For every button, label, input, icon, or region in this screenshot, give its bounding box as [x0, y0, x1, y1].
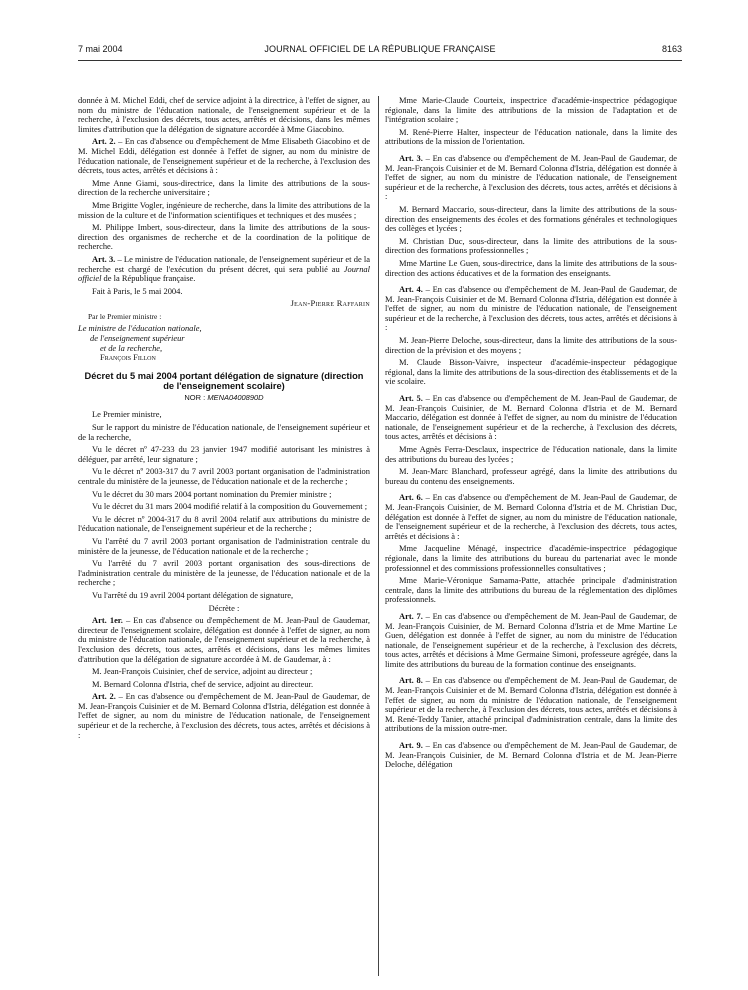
article-label: Art. 3.	[92, 253, 116, 264]
nor-label: NOR :	[184, 392, 208, 402]
article-text: – En cas d'absence ou d'empêchement de M. Jean-Paul de Gaudemar, de M. Jean-François Cuisinier, de M. Bernard Colonna d'Istria et de Mme Martine Le Guen, délégation est donnée à l'effet de signer, au nom du ministre de l'éducation nationale, de l'enseignement supérieur et de la recherche, à l'exclusion des décrets, tous actes, arrêtés et décisions à Mme Germaine Simoni, professeure agrégée, dans la limite des attributions du bureau de la formation continue des enseignants.	[385, 610, 677, 669]
paragraph: Vu l'arrêté du 19 avril 2004 portant délégation de signature,	[92, 589, 294, 600]
paragraph: Vu le décret du 31 mars 2004 modifié relatif à la composition du Gouvernement ;	[92, 501, 368, 512]
journal-officiel-italic: Journal officiel	[78, 263, 370, 284]
minister-line-2: de l'enseignement supérieur	[90, 333, 185, 344]
paragraph: M. Claude Bisson-Vaivre, inspecteur d'académie-inspecteur pédagogique régional, dans la limite des attributions de la sous-direction des établissements et de la vie scolaire.	[385, 357, 677, 387]
article-9	[385, 741, 677, 770]
paragraph: Mme Agnès Ferra-Desclaux, inspectrice de l'éducation nationale, dans la limite des attributions du bureau des lycées ;	[385, 444, 677, 464]
decree-title: Décret du 5 mai 2004 portant délégation de signature (direction de l'enseignement scolaire)	[84, 370, 364, 392]
paragraph: Vu le décret du 30 mars 2004 portant nomination du Premier ministre ;	[92, 488, 332, 499]
article-label: Art. 2.	[92, 691, 116, 702]
article-8	[385, 676, 677, 734]
article-text: – En cas d'absence ou d'empêchement de M. Jean-Paul de Gaudemar, directeur de l'enseignement scolaire, délégation est donnée à l'effet de signer, au nom du ministre de l'éducation nationale, de l'enseignement supérieur et de la recherche, à l'exclusion des décrets, tous actes, arrêtés et décisions, dans les mêmes limites d'attribution que la délégation de signature accordée à M. de Gaudemar, à :	[78, 615, 370, 664]
paragraph: Le Premier ministre,	[92, 409, 162, 420]
par-line: Par le Premier ministre :	[88, 311, 162, 321]
paragraph: Vu le décret nº 47-233 du 23 janvier 1947 modifié autorisant les ministres à déléguer, par arrêté, leur signature ;	[78, 444, 370, 464]
article-6	[385, 493, 677, 541]
article-4	[385, 285, 677, 333]
article-text: – En cas d'absence ou d'empêchement de M. Jean-Paul de Gaudemar, de M. Jean-François Cuisinier et de M. Bernard Colonna d'Istria, délégation est donnée à l'effet de signer, au nom du ministre de l'éducation nationale, de l'enseignement supérieur et de la recherche, à l'exclusion des décrets, tous actes, arrêtés et décisions à :	[78, 691, 370, 740]
paragraph: Mme Martine Le Guen, sous-directrice, dans la limite des attributions de la sous-direction des actions éducatives et de la formation des enseignants.	[385, 257, 677, 278]
article-text: – En cas d'absence ou d'empêchement de Mme Elisabeth Giacobino et de M. Michel Eddi, délégation est donnée à l'effet de signer, au nom du ministre de l'éducation nationale, de l'enseignement supérieur et de la recherche, à l'exclusion des décrets, tous actes, arrêtés et décisions à :	[78, 136, 370, 176]
article-5	[385, 394, 677, 442]
paragraph: M. Jean-Marc Blanchard, professeur agrégé, dans la limite des attributions du bureau du contenu des enseignements.	[385, 466, 677, 486]
article-label: Art. 2.	[92, 136, 116, 147]
article-2	[78, 137, 370, 175]
paragraph: M. Jean-Pierre Deloche, sous-directeur, dans la limite des attributions de la sous-direction de la prévision et des moyens ;	[385, 335, 677, 355]
minister-line-3: et de la recherche,	[100, 342, 163, 353]
paragraph: M. René-Pierre Halter, inspecteur de l'éducation nationale, dans la limite des attributions de la mission de l'orientation.	[385, 126, 677, 147]
article-text: – En cas d'absence ou d'empêchement de M. Jean-Paul de Gaudemar, de M. Jean-François Cuisinier et de M. Bernard Colonna d'Istria, délégation est donnée à l'effet de signer, au nom du ministre de l'éducation nationale, de l'enseignement supérieur et de la recherche, à l'exclusion des décrets, tous actes, arrêtés et décisions à :	[385, 284, 677, 333]
paragraph: donnée à M. Michel Eddi, chef de service adjoint à la directrice, à l'effet de signer, au nom du ministre de l'éducation nationale, de l'enseignement supérieur et de la recherche, à l'exclusion des décrets, tous actes, arrêtés et décisions, dans les mêmes limites d'attribution que la délégation de signature accordée à Mme Giacobino.	[78, 95, 370, 134]
article-7	[385, 612, 677, 670]
left-column	[78, 96, 370, 743]
nor-reference	[78, 393, 370, 403]
article-label: Art. 1er.	[92, 615, 123, 626]
article-2b	[78, 692, 370, 740]
decrete-line: Décrète :	[208, 602, 240, 613]
paragraph: Mme Anne Giami, sous-directrice, dans la limite des attributions de la sous-direction de la recherche universitaire ;	[78, 177, 370, 198]
article-text: – En cas d'absence ou d'empêchement de M. Jean-Paul de Gaudemar, de M. Jean-François Cuisinier, de M. Bernard Colonna d'Istria et de M. Christian Duc, délégation est donnée à l'effet de signer, au nom du ministre de l'éducation nationale, de l'enseignement supérieur et de la recherche, à l'exclusion des décrets, tous actes, arrêtés et décisions à :	[385, 492, 677, 541]
article-3	[78, 255, 370, 284]
article-text: – En cas d'absence ou d'empêchement de M. Jean-Paul de Gaudemar, de M. Jean-François Cuisinier et de M. Bernard Colonna d'Istria, délégation est donnée à l'effet de signer, au nom du ministre de l'éducation nationale, de l'enseignement supérieur et de la recherche, à l'exclusion des décrets, tous actes, arrêtés et décisions à M. René-Teddy Tanier, attaché principal d'administration centrale, dans la limite des attributions de la mission outre-mer.	[385, 675, 677, 734]
article-text: – En cas d'absence ou d'empêchement de M. Jean-Paul de Gaudemar, de M. Jean-François Cuisinier, de M. Bernard Colonna d'Istria et de M. Jean-Pierre Deloche, délégation	[385, 740, 677, 770]
paragraph: Vu le décret nº 2003-317 du 7 avril 2003 portant organisation de l'administration centrale du ministère de la jeunesse, de l'éducation nationale et de la recherche ;	[78, 466, 370, 486]
paragraph: Mme Jacqueline Ménagé, inspectrice d'académie-inspectrice pédagogique régionale, dans la limite des attributions du bureau du partenariat avec le monde professionnel et des commissions professionnelles consultatives ;	[385, 543, 677, 573]
article-text: de la République française.	[101, 273, 196, 284]
article-label: Art. 7.	[399, 610, 423, 621]
fait-line: Fait à Paris, le 5 mai 2004.	[92, 285, 183, 296]
paragraph: M. Jean-François Cuisinier, chef de service, adjoint au directeur ;	[92, 666, 313, 677]
article-text: – En cas d'absence ou d'empêchement de M. Jean-Paul de Gaudemar, de M. Jean-François Cuisinier, de M. Bernard Colonna d'Istria et de M. Bernard Maccario, délégation est donnée à l'effet de signer, au nom du ministre de l'éducation nationale, de l'enseignement supérieur et de la recherche, à l'exclusion des décrets, tous actes, arrêtés et décisions à :	[385, 393, 677, 442]
article-label: Art. 5.	[399, 393, 423, 404]
article-label: Art. 9.	[399, 740, 423, 751]
header-rule	[78, 60, 682, 61]
paragraph: M. Bernard Colonna d'Istria, chef de service, adjoint au directeur.	[92, 678, 314, 689]
article-label: Art. 8.	[399, 675, 423, 686]
header-date: 7 mai 2004	[78, 44, 123, 54]
article-1	[78, 616, 370, 664]
paragraph: Vu l'arrêté du 7 avril 2003 portant organisation des sous-directions de l'administration centrale du ministère de la jeunesse, de l'éducation nationale et de la recherche ;	[78, 558, 370, 588]
paragraph: Sur le rapport du ministre de l'éducation nationale, de l'enseignement supérieur et de la recherche,	[78, 422, 370, 442]
minister-line-1: Le ministre de l'éducation nationale,	[78, 323, 202, 334]
header-page-number: 8163	[661, 44, 682, 54]
paragraph: M. Philippe Imbert, sous-directeur, dans la limite des attributions de la sous-direction des organismes de recherche et de la coordination de la politique de recherche.	[78, 222, 370, 252]
paragraph: M. Christian Duc, sous-directeur, dans la limite des attributions de la sous-direction des formations professionnelles ;	[385, 235, 677, 256]
paragraph: Mme Marie-Véronique Samama-Patte, attachée principale d'administration centrale, dans la limite des attributions du bureau de la réglementation des diplômes professionnels.	[385, 575, 677, 605]
paragraph: Vu l'arrêté du 7 avril 2003 portant organisation de l'administration centrale du ministère de la jeunesse, de l'éducation nationale et de la recherche ;	[78, 535, 370, 556]
right-column	[385, 96, 677, 773]
article-text: – En cas d'absence ou d'empêchement de M. Jean-Paul de Gaudemar, de M. Jean-François Cuisinier et de M. Bernard Colonna d'Istria, délégation est donnée à l'effet de signer, au nom du ministre de l'éducation nationale, de l'enseignement supérieur et de la recherche, à l'exclusion des décrets, tous actes, arrêtés et décisions à :	[385, 152, 677, 202]
paragraph: Vu le décret nº 2004-317 du 8 avril 2004 relatif aux attributions du ministre de l'éducation nationale, de l'enseignement supérieur et de la recherche ;	[78, 513, 370, 534]
article-label: Art. 3.	[399, 152, 423, 163]
nor-code: MENA0400890D	[207, 392, 264, 402]
minister-name: François Fillon	[100, 352, 156, 363]
paragraph: Mme Marie-Claude Courteix, inspectrice d'académie-inspectrice pédagogique régionale, dans la limite des attributions de la mission de l'adaptation et de l'intégration scolaire ;	[385, 95, 677, 125]
article-3-right	[385, 154, 677, 202]
signatory-name: Jean-Pierre Raffarin	[290, 298, 370, 309]
article-label: Art. 4.	[399, 284, 423, 295]
article-text: – Le ministre de l'éducation nationale, de l'enseignement supérieur et de la recherche est chargé de l'exécution du présent décret, qui sera publié au	[78, 253, 370, 274]
paragraph: M. Bernard Maccario, sous-directeur, dans la limite des attributions de la sous-direction des enseignements des écoles et des formations générales et technologiques des collèges et lycées ;	[385, 203, 677, 234]
article-label: Art. 6.	[399, 492, 423, 503]
running-header	[78, 44, 682, 58]
column-divider	[378, 96, 379, 976]
paragraph: Mme Brigitte Vogler, ingénieure de recherche, dans la limite des attributions de la mission de la culture et de l'information scientifiques et techniques et des musées ;	[78, 199, 370, 220]
header-title: JOURNAL OFFICIEL DE LA RÉPUBLIQUE FRANÇAISE	[264, 44, 496, 54]
